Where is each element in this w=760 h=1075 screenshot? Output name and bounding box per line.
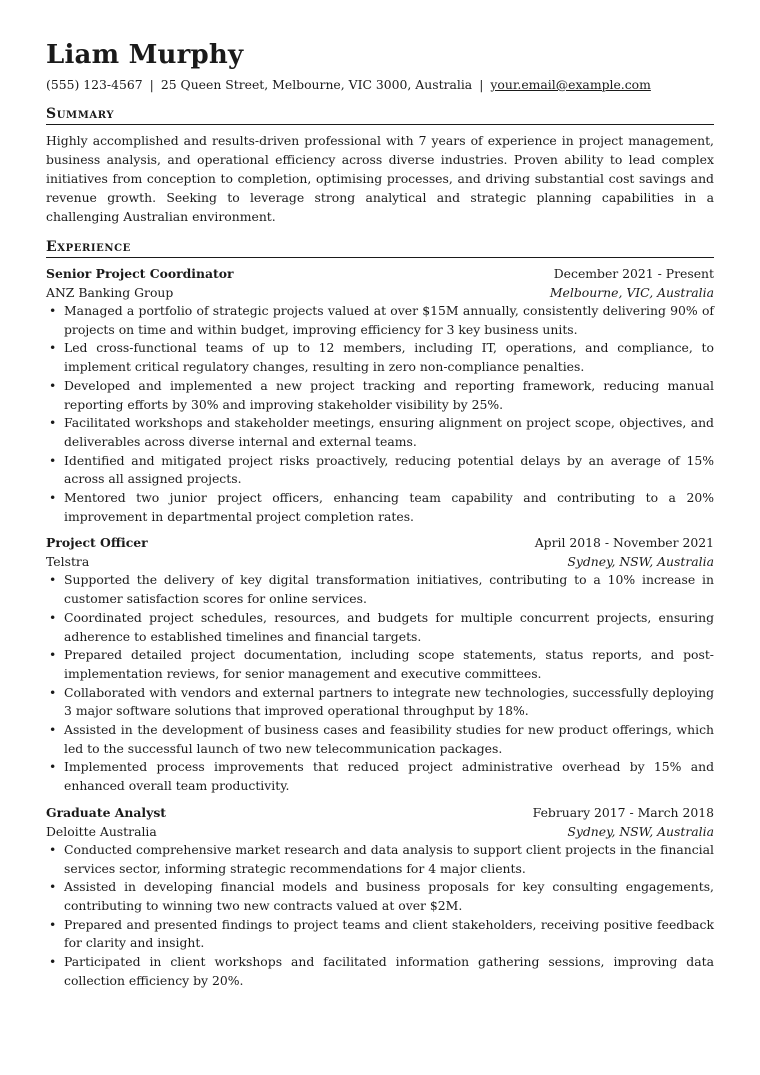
- job-dates: April 2018 - November 2021: [534, 535, 714, 551]
- bullet-text: Led cross-functional teams of up to 12 members, including IT, operations, and compliance, to implement critical regulatory changes, resulting in zero non-compliance penalties.: [64, 340, 714, 375]
- job-location: Sydney, NSW, Australia: [567, 554, 714, 570]
- bullet-icon: •: [49, 609, 57, 625]
- list-item: [46, 339, 714, 376]
- list-item: [46, 646, 714, 683]
- experience-heading: Experience: [46, 238, 714, 258]
- bullet-icon: •: [49, 452, 57, 468]
- list-item: [46, 489, 714, 526]
- list-item: [46, 758, 714, 795]
- job-company-row: [46, 552, 714, 571]
- bullet-text: Mentored two junior project officers, enhancing team capability and contributing to a 20% improvement in departmental project completion rates.: [64, 490, 714, 524]
- bullet-text: Prepared detailed project documentation, including scope statements, status reports, and post-implementation reviews, for senior management and executive committees.: [64, 647, 714, 681]
- bullet-icon: •: [49, 377, 57, 393]
- resume-page: [46, 40, 714, 991]
- summary-text: Highly accomplished and results-driven professional with 7 years of experience in project management, business analysis, and operational efficiency across diverse industries. Proven ability to lead complex initiatives from conception to completion, optimising processes, and driving substantial cost savings and revenue growth. Seeking to leverage strong analytical and strategic planning capabilities in a challenging Australian environment.: [46, 133, 714, 224]
- candidate-name: Liam Murphy: [46, 40, 244, 70]
- contact-line: [46, 77, 714, 93]
- experience-list: [46, 264, 714, 991]
- bullet-text: Collaborated with vendors and external partners to integrate new technologies, successfully deploying 3 major software solutions that improved operational throughput by 18%.: [64, 684, 714, 719]
- job-entry: [46, 803, 714, 991]
- contact-separator: |: [479, 77, 484, 92]
- bullet-text: Supported the delivery of key digital transformation initiatives, contributing to a 10% increase in customer satisfaction scores for online services.: [64, 572, 714, 607]
- bullet-text: Conducted comprehensive market research and data analysis to support client projects in the financial services sector, informing strategic recommendations for 4 major clients.: [64, 841, 714, 876]
- bullet-text: Coordinated project schedules, resources, and budgets for multiple concurrent projects, ensuring adherence to established timelines and financial targets.: [64, 609, 714, 644]
- bullet-icon: •: [49, 916, 57, 932]
- company-name: Deloitte Australia: [46, 823, 157, 839]
- list-item: [46, 302, 714, 339]
- job-entry: [46, 533, 714, 795]
- bullet-icon: •: [49, 722, 57, 738]
- bullet-icon: •: [49, 415, 57, 431]
- bullet-icon: •: [49, 647, 57, 663]
- job-dates: February 2017 - March 2018: [532, 804, 714, 820]
- job-title-row: [46, 264, 714, 283]
- company-name: ANZ Banking Group: [46, 285, 174, 300]
- list-item: [46, 452, 714, 489]
- list-item: [46, 841, 714, 878]
- bullet-icon: •: [49, 684, 57, 700]
- list-item: [46, 878, 714, 915]
- list-item: [46, 414, 714, 451]
- bullet-text: Assisted in developing financial models and business proposals for key consulting engagements, contributing to winning two new contracts valued at over $2M.: [64, 879, 714, 913]
- address: 25 Queen Street, Melbourne, VIC 3000, Australia: [160, 77, 473, 92]
- job-title: Senior Project Coordinator: [46, 266, 234, 281]
- job-location: Melbourne, VIC, Australia: [549, 285, 714, 300]
- bullet-text: Assisted in the development of business cases and feasibility studies for new product offerings, which led to the successful launch of two new telecommunication packages.: [64, 722, 714, 756]
- job-title-row: [46, 533, 714, 552]
- job-location: Sydney, NSW, Australia: [567, 823, 714, 839]
- contact-separator: |: [149, 77, 154, 92]
- bullet-icon: •: [49, 759, 57, 775]
- company-name: Telstra: [46, 554, 90, 570]
- list-item: [46, 684, 714, 721]
- job-title-row: [46, 803, 714, 822]
- job-title: Project Officer: [46, 535, 148, 551]
- job-bullets: [46, 571, 714, 795]
- phone-number: (555) 123-4567: [46, 77, 143, 92]
- list-item: [46, 609, 714, 646]
- bullet-icon: •: [49, 572, 57, 588]
- list-item: [46, 721, 714, 758]
- job-company-row: [46, 283, 714, 302]
- bullet-text: Facilitated workshops and stakeholder meetings, ensuring alignment on project scope, objectives, and deliverables across diverse internal and external teams.: [64, 415, 714, 449]
- summary-heading: Summary: [46, 105, 714, 125]
- bullet-icon: •: [49, 340, 57, 356]
- bullet-icon: •: [49, 954, 57, 970]
- bullet-text: Developed and implemented a new project tracking and reporting framework, reducing manual reporting efforts by 30% and improving stakeholder visibility by 25%.: [64, 377, 714, 412]
- bullet-icon: •: [49, 841, 57, 857]
- job-dates: December 2021 - Present: [553, 266, 714, 281]
- email-link[interactable]: your.email@example.com: [490, 77, 651, 92]
- job-company-row: [46, 822, 714, 841]
- bullet-icon: •: [49, 879, 57, 895]
- job-bullets: [46, 841, 714, 991]
- bullet-icon: •: [49, 490, 57, 506]
- bullet-icon: •: [49, 303, 57, 318]
- job-entry: [46, 264, 714, 526]
- bullet-text: Prepared and presented findings to project teams and client stakeholders, receiving positive feedback for clarity and insight.: [64, 916, 714, 951]
- list-item: [46, 916, 714, 953]
- job-bullets: [46, 302, 714, 526]
- list-item: [46, 953, 714, 990]
- list-item: [46, 377, 714, 414]
- bullet-text: Participated in client workshops and facilitated information gathering sessions, improving data collection efficiency by 20%.: [64, 954, 714, 988]
- bullet-text: Identified and mitigated project risks proactively, reducing potential delays by an average of 15% across all assigned projects.: [64, 452, 714, 487]
- job-title: Graduate Analyst: [46, 804, 167, 820]
- bullet-text: Managed a portfolio of strategic projects valued at over $15M annually, consistently delivering 90% of projects on time and within budget, improving efficiency for 3 key business units.: [64, 303, 714, 337]
- bullet-text: Implemented process improvements that reduced project administrative overhead by 15% and enhanced overall team productivity.: [64, 759, 714, 794]
- list-item: [46, 571, 714, 608]
